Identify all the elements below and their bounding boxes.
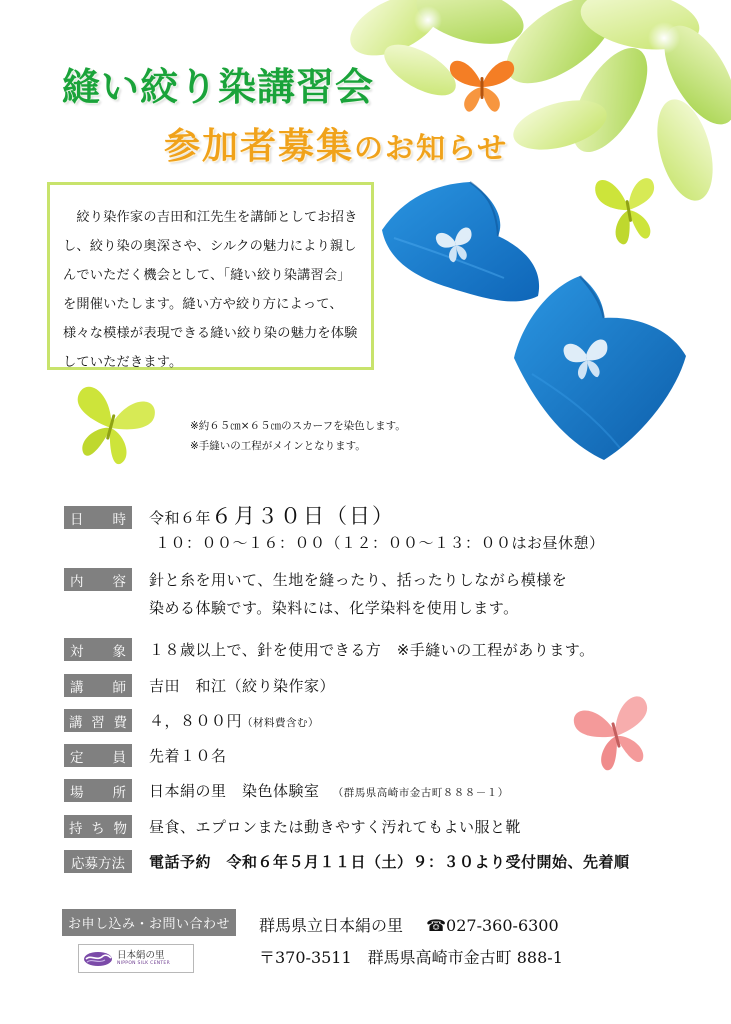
label-target: 対 象 <box>64 638 132 661</box>
label-capacity: 定 員 <box>64 744 132 767</box>
logo-en: NIPPON SILK CENTER <box>117 961 171 966</box>
notes <box>190 416 406 456</box>
phone-number[interactable]: 027-360-6300 <box>446 916 559 935</box>
butterfly-orange-icon <box>447 55 517 117</box>
bring-value: 昼食、エプロンまたは動きやすく汚れてもよい服と靴 <box>149 818 522 836</box>
target-value: １８歳以上で、針を使用できる方 ※手縫いの工程があります。 <box>149 641 595 659</box>
phone-icon: ☎ <box>426 916 447 935</box>
org-line <box>259 913 559 936</box>
date-value: 令和６年６月３０日（日） <box>149 504 396 528</box>
label-fee: 講 習 費 <box>64 709 132 732</box>
scarf-photo <box>374 178 699 463</box>
page-subtitle <box>164 118 508 169</box>
logo-jp: 日本絹の里 <box>117 949 165 961</box>
silk-logo <box>78 944 194 973</box>
content-line1: 針と糸を用いて、生地を縫ったり、括ったりしながら模様を <box>149 571 568 589</box>
time-value: １０：００～１６：００（１２：００～１３：００はお昼休憩） <box>155 534 605 552</box>
note-item: ※約６５㎝×６５㎝のスカーフを染色します。 <box>190 420 406 432</box>
butterfly-yellow-icon <box>66 384 156 468</box>
page-title: 縫い絞り染講習会 <box>62 65 375 109</box>
label-apply: 応募方法 <box>64 850 132 873</box>
place-value: 日本絹の里 染色体験室 （群馬県高崎市金古町８８８－１） <box>149 782 509 800</box>
label-place: 場 所 <box>64 779 132 802</box>
note-item: ※手縫いの工程がメインとなります。 <box>190 440 366 452</box>
butterfly-pink-icon <box>573 694 659 776</box>
intro-text: 絞り染作家の吉田和江先生を講師としてお招きし、絞り染の奥深さや、シルクの魅力により親しんでいただく機会として、「縫い絞り染講習会」を開催いたします。縫い方や絞り方によって、様々な模様が表現できる縫い絞り染の魅力を体験していただきます。 <box>63 210 358 370</box>
label-instructor: 講 師 <box>64 674 132 697</box>
capacity-value: 先着１０名 <box>149 747 227 765</box>
fee-value: ４，８００円（材料費含む） <box>149 712 320 730</box>
subtitle-suffix: のお知らせ <box>354 131 509 165</box>
contact-label: お申し込み・お問い合わせ <box>62 909 236 936</box>
subtitle-main: 参加者募集 <box>164 126 355 167</box>
label-bring: 持 ち 物 <box>64 815 132 838</box>
content-line2: 染める体験です。染料には、化学染料を使用します。 <box>149 599 519 617</box>
silk-logo-icon <box>83 950 113 968</box>
label-content: 内 容 <box>64 568 132 591</box>
intro-box <box>47 182 374 370</box>
org-name: 群馬県立日本絹の里 <box>259 916 404 935</box>
label-date: 日 時 <box>64 506 132 529</box>
instructor-value: 吉田 和江（絞り染作家） <box>149 677 336 695</box>
address: 〒370-3511 群馬県高崎市金古町 888-1 <box>259 948 563 967</box>
apply-value: 電話予約 令和６年５月１１日（土）９：３０より受付開始、先着順 <box>149 853 630 871</box>
